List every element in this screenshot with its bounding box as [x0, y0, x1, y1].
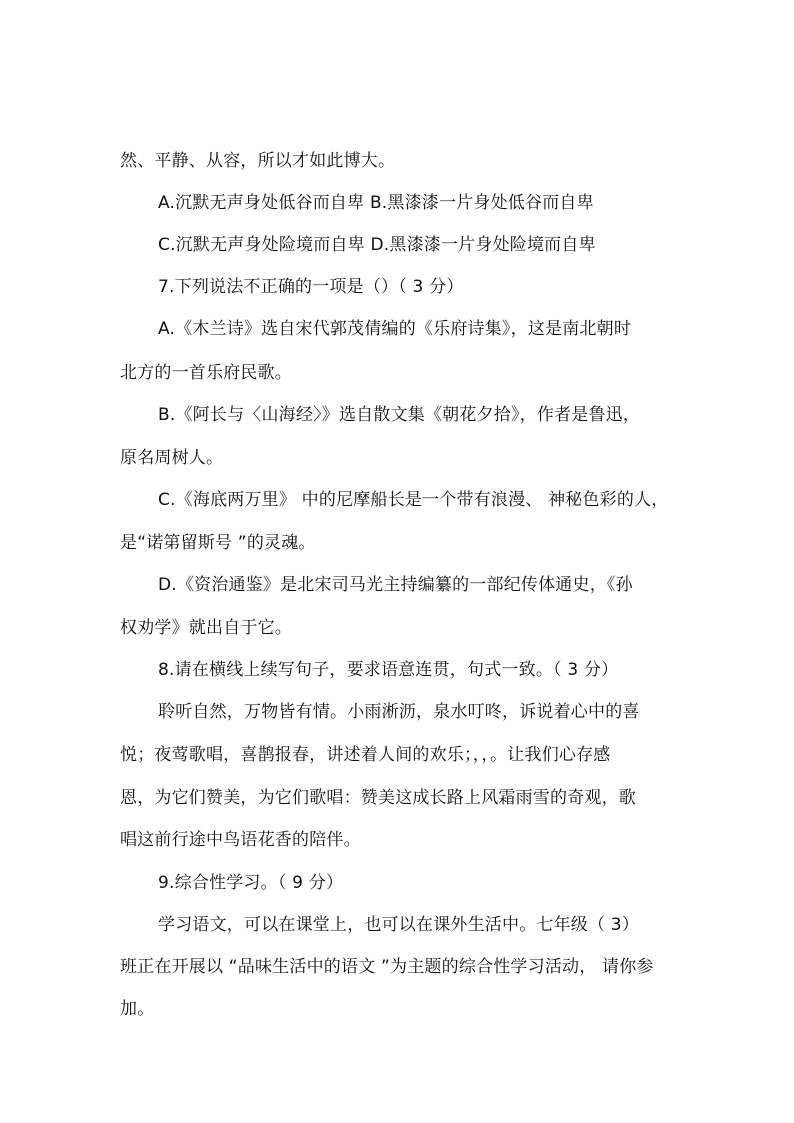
question-8-passage-line-2: 悦；夜莺歌唱，喜鹊报春，讲述着人间的欢乐；，，。让我们心存感 [120, 745, 611, 765]
text-line-continuation: 然、平静、从容，所以才如此博大。 [120, 151, 396, 171]
question-7-option-a-line-2: 北方的一首乐府民歌。 [120, 363, 292, 383]
question-7-heading: 7.下列说法不正确的一项是（）（ 3 分） [158, 277, 464, 297]
question-9-heading: 9.综合性学习。（ 9 分） [158, 873, 344, 893]
option-line-ab: A.沉默无声身处低谷而自卑 B.黑漆漆一片身处低谷而自卑 [158, 193, 594, 213]
question-7-option-b-line-1: B.《阿长与〈山海经〉》选自散文集《朝花夕拾》，作者是鲁迅， [158, 405, 641, 425]
question-8-heading: 8.请在横线上续写句子，要求语意连贯，句式一致。（ 3 分） [158, 660, 619, 680]
question-9-intro-line-1: 学习语文，可以在课堂上，也可以在课外生活中。七年级（ 3） [158, 915, 640, 935]
question-7-option-d-line-2: 权劝学》就出自于它。 [120, 618, 292, 638]
question-7-option-b-line-2: 原名周树人。 [120, 448, 224, 468]
question-9-intro-line-3: 加。 [120, 999, 155, 1019]
question-7-option-c-line-1: C.《海底两万里》 中的尼摩船长是一个带有浪漫、 神秘色彩的人， [158, 490, 669, 510]
question-8-passage-line-1: 聆听自然，万物皆有情。小雨淅沥，泉水叮咚，诉说着心中的喜 [158, 702, 640, 722]
question-8-passage-line-4: 唱这前行途中鸟语花香的陪伴。 [120, 830, 361, 850]
question-7-option-c-line-2: 是“诺第留斯号 ”的灵魂。 [120, 533, 316, 553]
option-line-cd: C.沉默无声身处险境而自卑 D.黑漆漆一片身处险境而自卑 [158, 235, 596, 255]
question-7-option-d-line-1: D.《资治通鉴》是北宋司马光主持编纂的一部纪传体通史，《孙 [158, 575, 633, 595]
question-8-passage-line-3: 恩，为它们赞美，为它们歌唱：赞美这成长路上风霜雨雪的奇观，歌 [120, 788, 636, 808]
question-9-intro-line-2: 班正在开展以 “品味生活中的语文 ”为主题的综合性学习活动， 请你参 [120, 957, 654, 977]
question-7-option-a-line-1: A.《木兰诗》选自宋代郭茂倩编的《乐府诗集》，这是南北朝时 [158, 319, 632, 339]
